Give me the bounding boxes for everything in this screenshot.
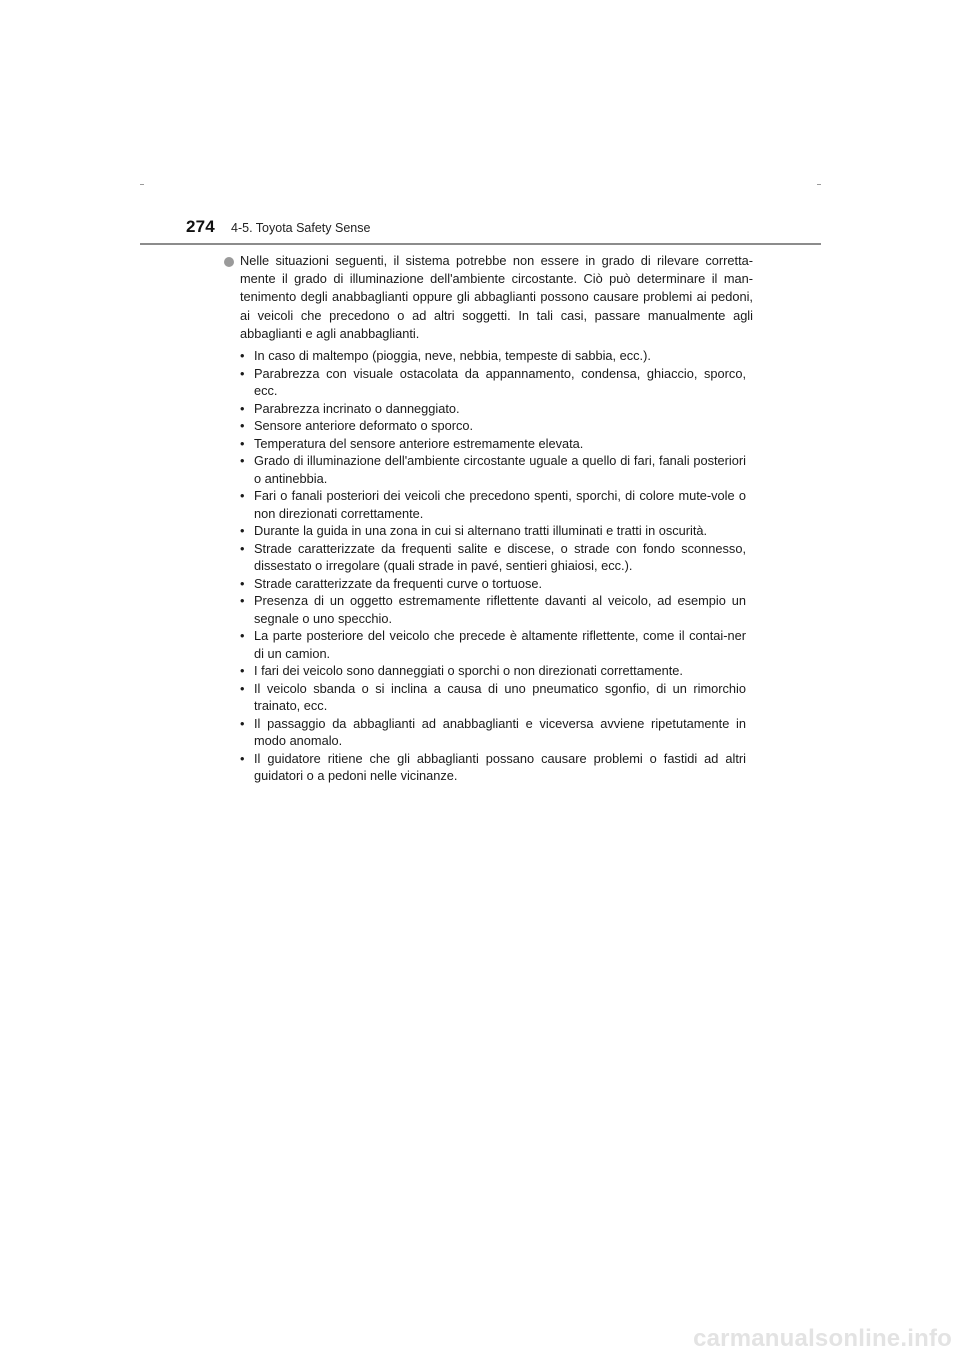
list-item-text: Il passaggio da abbaglianti ad anabbaglianti e viceversa avviene ripetutamente in modo anomalo. (254, 715, 746, 748)
list-item (240, 347, 746, 365)
crop-mark-left (140, 184, 144, 185)
watermark: carmanualsonline.info (693, 1325, 952, 1352)
bullet-dot-icon: • (240, 453, 245, 468)
list-item (240, 715, 746, 750)
list-item (240, 435, 746, 453)
list-item (240, 522, 746, 540)
list-item-text: Strade caratterizzate da frequenti curve o tortuose. (254, 575, 543, 591)
main-note (222, 252, 753, 343)
section-title: 4-5. Toyota Safety Sense (231, 221, 371, 235)
main-note-text: Nelle situazioni seguenti, il sistema potrebbe non essere in grado di rilevare corretta-mente il grado di illuminazione dell'ambiente circostante. Ciò può determinare il man-tenimento degli anabbaglianti oppure gli abbaglianti possono causare problemi ai pedoni, ai veicoli che precedono o ad altri soggetti. In tali casi, passare manualmente agli abbaglianti e agli anabbaglianti. (240, 253, 753, 341)
list-item (240, 487, 746, 522)
list-item-text: Durante la guida in una zona in cui si alternano tratti illuminati e tratti in oscurità. (254, 523, 708, 538)
list-item-text: Strade caratterizzate da frequenti salite e discese, o strade con fondo sconnesso, dissestato o irregolare (quali strade in pavé, sentieri ghiaiosi, ecc.). (254, 540, 746, 573)
header-divider (140, 243, 821, 245)
list-item (240, 417, 746, 435)
bullet-dot-icon: • (240, 628, 245, 643)
list-item (240, 575, 746, 593)
bullet-dot-icon: • (240, 575, 245, 591)
list-item (240, 680, 746, 715)
crop-mark-right (817, 184, 821, 185)
list-item-text: In caso di maltempo (pioggia, neve, nebbia, tempeste di sabbia, ecc.). (254, 348, 651, 363)
list-item-text: Sensore anteriore deformato o sporco. (254, 418, 474, 433)
list-item (240, 400, 746, 418)
bullet-dot-icon: • (240, 365, 245, 381)
list-item (240, 452, 746, 487)
list-item-text: La parte posteriore del veicolo che precede è altamente riflettente, come il contai-ner di un camion. (254, 628, 746, 661)
list-item (240, 540, 746, 575)
list-item-text: I fari dei veicolo sono danneggiati o sporchi o non direzionati correttamente. (254, 663, 683, 678)
list-item-text: Parabrezza incrinato o danneggiato. (254, 400, 460, 416)
list-item-text: Fari o fanali posteriori dei veicoli che precedono spenti, sporchi, di colore mute-vole o non direzionati correttamente. (254, 488, 746, 521)
list-item-text: Il veicolo sbanda o si inclina a causa di uno pneumatico sgonfio, di un rimorchio trainato, ecc. (254, 680, 746, 713)
condition-list (240, 347, 746, 785)
bullet-dot-icon: • (240, 680, 245, 696)
bullet-dot-icon: • (240, 418, 245, 433)
bullet-dot-icon: • (240, 750, 245, 766)
bullet-dot-icon: • (240, 488, 245, 503)
list-item-text: Presenza di un oggetto estremamente riflettente davanti al veicolo, ad esempio un segnale o uno specchio. (254, 593, 746, 626)
bullet-dot-icon: • (240, 540, 245, 556)
list-item-text: Grado di illuminazione dell'ambiente circostante uguale a quello di fari, fanali posteriori o antinebbia. (254, 453, 746, 486)
list-item-text: Parabrezza con visuale ostacolata da appannamento, condensa, ghiaccio, sporco, ecc. (254, 365, 746, 398)
list-item (240, 662, 746, 680)
list-item (240, 365, 746, 400)
list-item-text: Il guidatore ritiene che gli abbaglianti possano causare problemi o fastidi ad altri guidatori o a pedoni nelle vicinanze. (254, 750, 746, 783)
page-number: 274 (186, 217, 215, 236)
note-bullet-icon (224, 257, 234, 267)
bullet-dot-icon: • (240, 663, 245, 678)
list-item (240, 750, 746, 785)
list-item (240, 627, 746, 662)
bullet-dot-icon: • (240, 400, 245, 416)
bullet-dot-icon: • (240, 435, 245, 451)
bullet-dot-icon: • (240, 715, 245, 731)
list-item (240, 592, 746, 627)
list-item-text: Temperatura del sensore anteriore estremamente elevata. (254, 435, 584, 451)
bullet-dot-icon: • (240, 348, 245, 363)
bullet-dot-icon: • (240, 523, 245, 538)
bullet-dot-icon: • (240, 593, 245, 608)
